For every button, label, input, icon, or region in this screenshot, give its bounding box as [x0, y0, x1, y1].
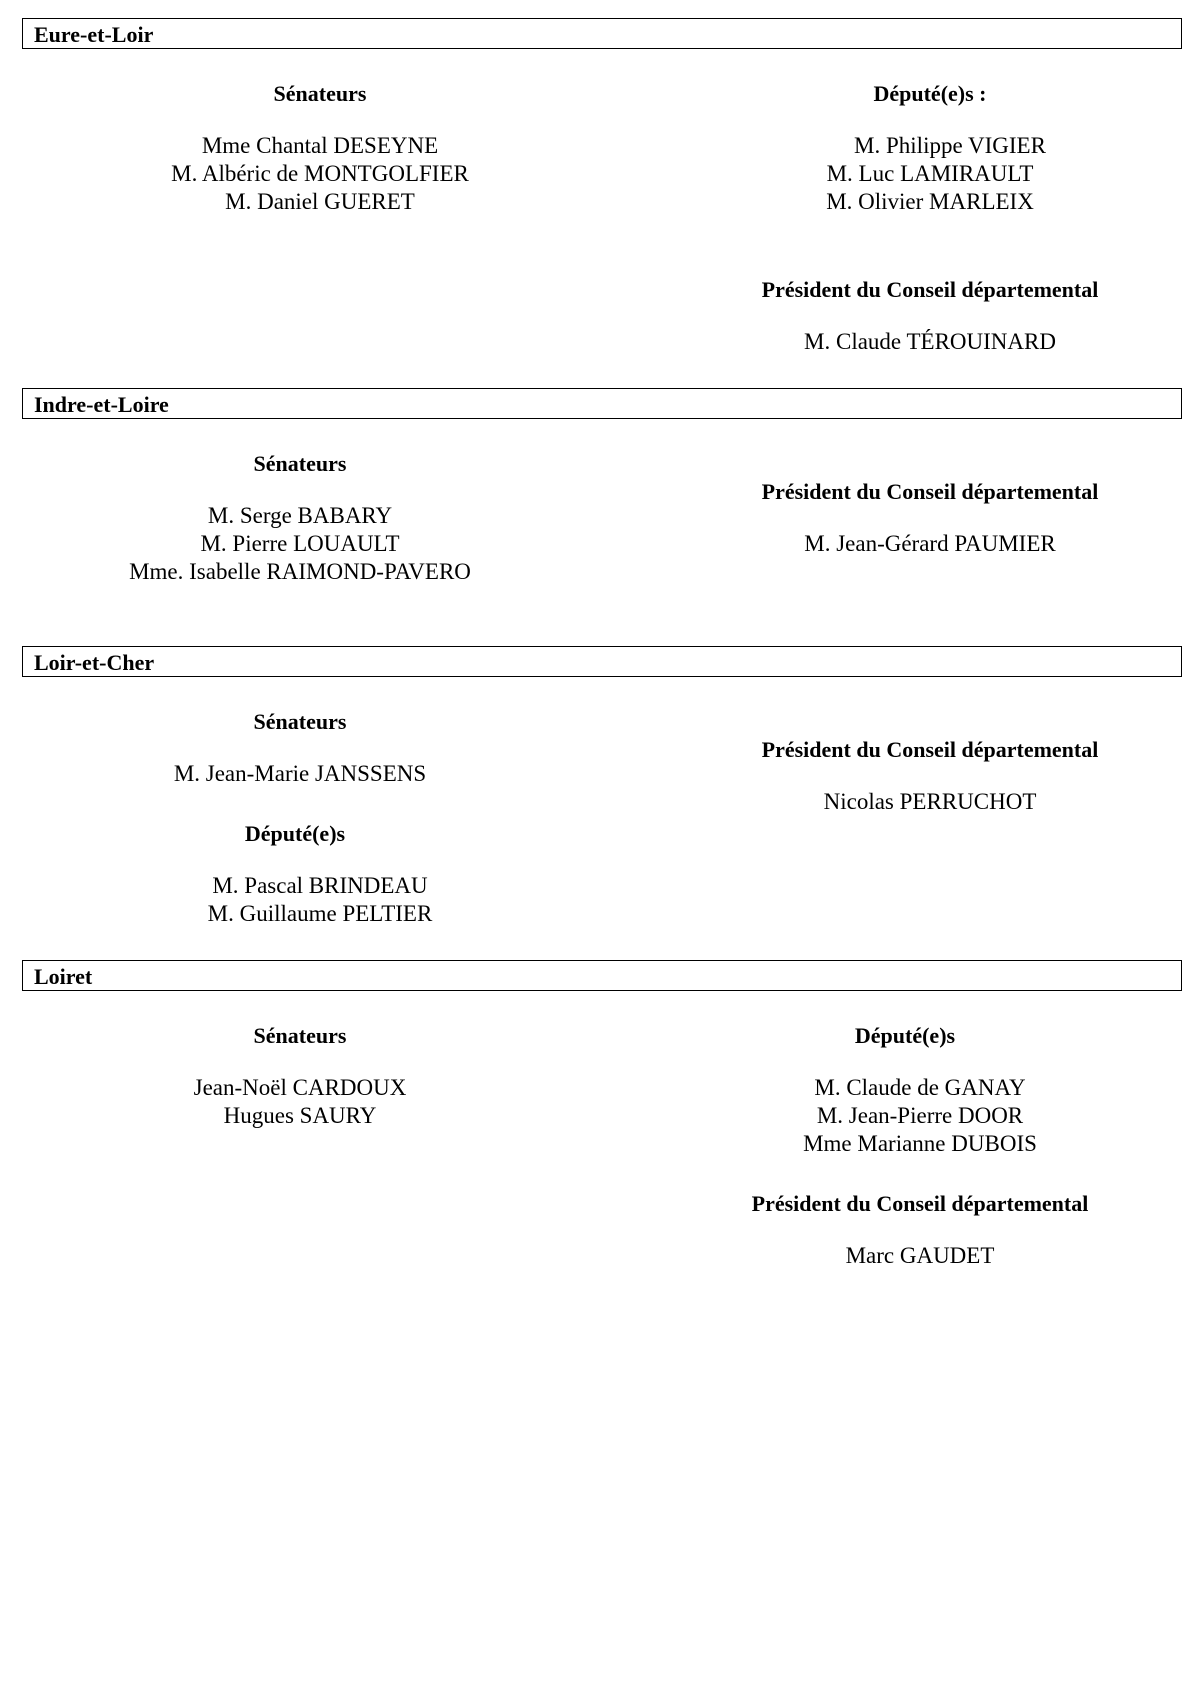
senator-name: M. Serge BABARY	[207, 503, 393, 528]
deputies-list	[110, 872, 530, 928]
deputies-block-eure-et-loir	[700, 80, 1160, 216]
senators-heading: Sénateurs	[253, 1023, 347, 1048]
senators-heading: Sénateurs	[273, 81, 367, 106]
senators-list	[110, 132, 530, 216]
senator-name: M. Daniel GUERET	[225, 189, 415, 214]
deputies-list	[700, 132, 1160, 216]
president-heading: Président du Conseil départemental	[761, 737, 1099, 762]
president-block-indre-et-loire	[700, 478, 1160, 558]
president-name: Nicolas PERRUCHOT	[823, 789, 1037, 814]
president-list	[700, 328, 1160, 356]
deputies-block-loiret	[690, 1022, 1150, 1158]
deputies-heading: Député(e)s :	[873, 81, 987, 106]
deputy-name: M. Olivier MARLEIX	[826, 189, 1034, 214]
president-name: M. Claude TÉROUINARD	[804, 329, 1056, 354]
deputy-name: Mme Marianne DUBOIS	[803, 1131, 1037, 1156]
senator-name: M. Jean-Marie JANSSENS	[173, 761, 427, 786]
department-name: Indre-et-Loire	[34, 392, 169, 417]
senators-list	[100, 502, 500, 586]
deputy-name: M. Guillaume PELTIER	[207, 901, 433, 926]
department-name: Eure-et-Loir	[34, 22, 154, 47]
senators-list	[100, 1074, 500, 1130]
president-list	[700, 788, 1160, 816]
department-header-loiret	[22, 960, 1182, 991]
senators-block-indre-et-loire	[100, 450, 500, 586]
president-block-loir-et-cher	[700, 736, 1160, 816]
president-heading: Président du Conseil départemental	[751, 1191, 1089, 1216]
senator-name: Hugues SAURY	[223, 1103, 377, 1128]
deputies-block-loir-et-cher	[110, 820, 530, 928]
senator-name: Mme Chantal DESEYNE	[201, 133, 439, 158]
deputy-name: M. Jean-Pierre DOOR	[816, 1103, 1024, 1128]
president-list	[690, 1242, 1150, 1270]
president-heading: Président du Conseil départemental	[761, 277, 1099, 302]
deputies-heading: Député(e)s	[244, 821, 346, 846]
department-header-loir-et-cher	[22, 646, 1182, 677]
president-heading: Président du Conseil départemental	[761, 479, 1099, 504]
president-block-loiret	[690, 1190, 1150, 1270]
president-block-eure-et-loir	[700, 276, 1160, 356]
deputies-list	[690, 1074, 1150, 1158]
department-header-indre-et-loire	[22, 388, 1182, 419]
department-name: Loir-et-Cher	[34, 650, 155, 675]
deputies-heading: Député(e)s	[854, 1023, 956, 1048]
senator-name: Jean-Noël CARDOUX	[193, 1075, 407, 1100]
deputy-name: M. Claude de GANAY	[814, 1075, 1026, 1100]
senators-heading: Sénateurs	[253, 451, 347, 476]
senator-name: Mme. Isabelle RAIMOND-PAVERO	[129, 559, 471, 584]
senators-block-eure-et-loir	[110, 80, 530, 216]
senators-block-loiret	[100, 1022, 500, 1130]
senators-block-loir-et-cher	[100, 708, 500, 788]
department-name: Loiret	[34, 964, 93, 989]
senators-list	[100, 760, 500, 788]
president-list	[700, 530, 1160, 558]
senators-heading: Sénateurs	[253, 709, 347, 734]
senator-name: M. Albéric de MONTGOLFIER	[171, 161, 469, 186]
senator-name: M. Pierre LOUAULT	[200, 531, 400, 556]
deputy-name: M. Philippe VIGIER	[854, 133, 1046, 158]
deputy-name: M. Pascal BRINDEAU	[212, 873, 428, 898]
president-name: Marc GAUDET	[845, 1243, 995, 1268]
department-header-eure-et-loir	[22, 18, 1182, 49]
president-name: M. Jean-Gérard PAUMIER	[804, 531, 1056, 556]
deputy-name: M. Luc LAMIRAULT	[826, 161, 1034, 186]
